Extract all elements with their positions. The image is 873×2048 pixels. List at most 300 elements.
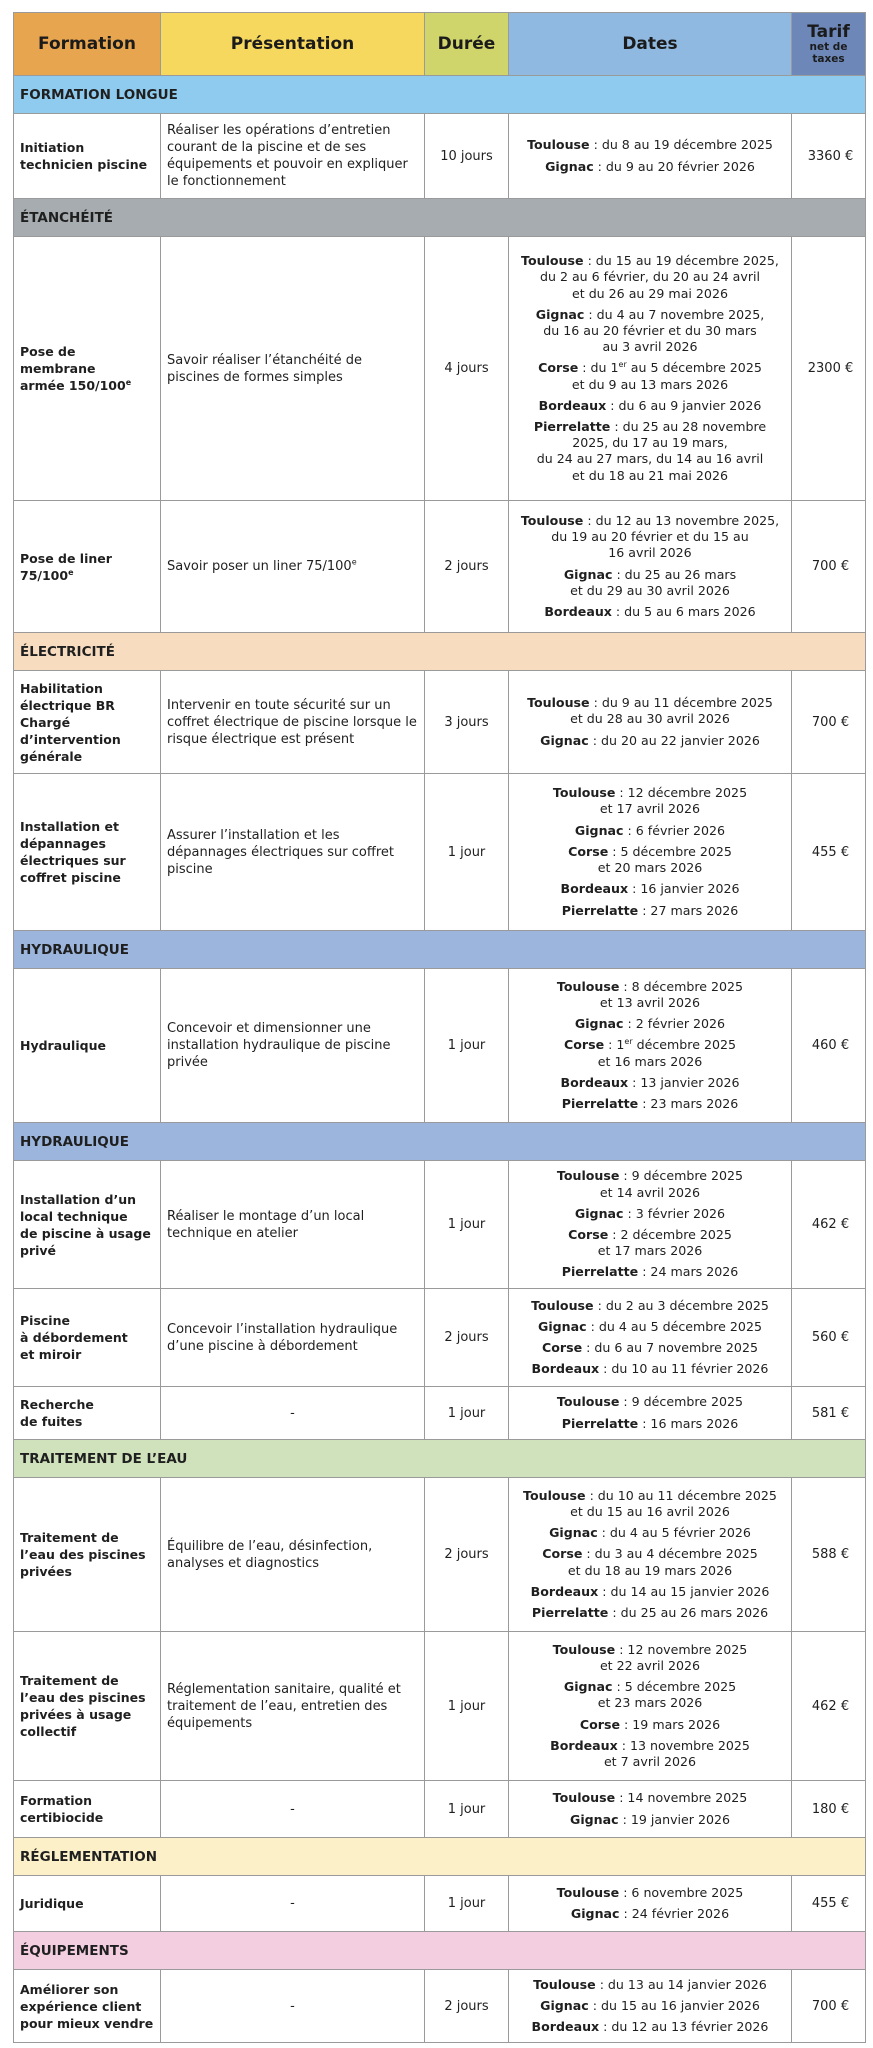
tarif-value: 560 €: [811, 1330, 850, 1345]
date-entry: [575, 823, 725, 839]
date-line: [538, 1319, 762, 1335]
formation-cell: [14, 1387, 161, 1439]
tarif-value: 462 €: [811, 1698, 850, 1714]
tarif-value: 180 €: [811, 1801, 850, 1817]
duree-cell: [425, 1876, 509, 1931]
presentation-text: Concevoir l’installation hydraulique d’une piscine à débordement: [167, 1321, 398, 1354]
date-line: [580, 1717, 720, 1733]
date-city: Toulouse: [533, 1976, 596, 1992]
duree-value: 1 jour: [447, 1217, 486, 1232]
formation-cell: [14, 1478, 161, 1631]
date-city: Gignac: [574, 822, 624, 838]
formation-name: [20, 1895, 84, 1912]
date-text: : 13 janvier 2026: [628, 1074, 740, 1090]
date-text: et du 15 au 16 avril 2026: [570, 1503, 730, 1519]
presentation-text: Équilibre de l’eau, désinfection, analyses et diagnostics: [167, 1538, 373, 1571]
duree-value: 4 jours: [444, 361, 489, 376]
date-text: : du 12 au 13 novembre 2025,: [583, 512, 780, 528]
date-entry: [538, 1319, 762, 1335]
duree-cell: [425, 1781, 509, 1837]
formation-line: Traitement de: [20, 1530, 119, 1545]
section-title: HYDRAULIQUE: [20, 1133, 129, 1150]
formation-line: Pose de membrane: [20, 344, 96, 376]
date-line: [534, 435, 766, 451]
date-text: : du 8 au 19 décembre 2025: [589, 137, 773, 153]
date-text: du 2 au 6 février, du 20 au 24 avril: [539, 269, 761, 285]
date-city: Bordeaux: [560, 881, 629, 897]
tarif-value: 455 €: [811, 1896, 850, 1911]
date-text: : 6 novembre 2025: [619, 1884, 744, 1900]
date-city: Gignac: [570, 1906, 620, 1921]
duree-cell: [425, 671, 509, 773]
date-entry: [557, 1885, 744, 1901]
section-title: ÉLECTRICITÉ: [20, 643, 115, 660]
duree-cell: [425, 1632, 509, 1780]
section-header: [13, 1123, 866, 1161]
date-text: : du 4 au 7 novembre 2025,: [584, 306, 765, 322]
date-text: au 3 avril 2026: [602, 339, 698, 355]
formation-name: [20, 550, 112, 584]
date-entry: [533, 1977, 767, 1993]
date-line: [550, 1754, 750, 1770]
date-entry: [557, 1168, 743, 1200]
date-text: et du 18 au 19 mars 2026: [567, 1562, 733, 1578]
formation-line: Initiation: [20, 140, 85, 155]
date-text: : 1er décembre 2025: [604, 1037, 737, 1053]
date-text: 16 avril 2026: [608, 545, 692, 561]
date-text: : 8 décembre 2025: [619, 978, 744, 994]
table-row: [13, 1387, 866, 1440]
date-city: Corse: [542, 1340, 583, 1355]
date-city: Gignac: [535, 306, 585, 322]
formation-line: et miroir: [20, 1347, 82, 1362]
date-line: [538, 377, 762, 393]
presentation-cell: [161, 114, 425, 198]
duree-value: 1 jour: [447, 1896, 486, 1911]
date-city: Corse: [563, 1037, 605, 1053]
formation-line: Installation d’un: [20, 1191, 136, 1207]
date-city: Pierrelatte: [561, 1096, 639, 1111]
date-city: Toulouse: [556, 1884, 620, 1900]
table-row: [13, 237, 866, 501]
section-header: [13, 1440, 866, 1478]
tarif-value: 3360 €: [807, 148, 854, 164]
date-text: : 12 novembre 2025: [615, 1641, 748, 1657]
section-header: [13, 1932, 866, 1970]
dates-cell: [509, 237, 792, 500]
dates-cell: [509, 774, 792, 930]
date-line: [523, 1488, 777, 1504]
formation-line: local technique: [20, 1208, 128, 1224]
date-entry: [532, 1605, 768, 1621]
date-line: [562, 1264, 739, 1280]
date-entry: [532, 2019, 769, 2035]
date-city: Bordeaux: [531, 2019, 600, 2035]
dates-cell: [509, 501, 792, 632]
date-text: : du 6 au 7 novembre 2025: [582, 1340, 758, 1355]
formation-line: coffret piscine: [20, 870, 121, 885]
date-line: [542, 1546, 758, 1562]
formation-line: à débordement: [20, 1330, 128, 1345]
duree-cell: [425, 774, 509, 930]
date-text: : 3 février 2026: [623, 1205, 726, 1221]
section-title: ÉQUIPEMENTS: [20, 1942, 129, 1959]
date-entry: [564, 1679, 736, 1711]
table-row: [13, 671, 866, 774]
dates-cell: [509, 1876, 792, 1931]
duree-value: 1 jour: [447, 1405, 486, 1421]
date-line: [575, 823, 725, 839]
date-city: Bordeaux: [560, 1074, 629, 1090]
date-city: Pierrelatte: [561, 902, 639, 918]
formation-table: [13, 12, 866, 2043]
date-entry: [531, 1584, 770, 1600]
date-line: [521, 253, 779, 269]
date-line: [557, 1185, 743, 1201]
presentation-text: Réglementation sanitaire, qualité et traitement de l’eau, entretien des équipements: [167, 1681, 401, 1731]
dates-cell: [509, 1781, 792, 1837]
formation-cell: [14, 671, 161, 773]
date-line: [564, 1695, 736, 1711]
date-entry: [562, 1416, 739, 1432]
tarif-cell: [792, 1478, 865, 1631]
tarif-cell: [792, 1781, 865, 1837]
date-line: [564, 567, 736, 583]
date-city: Gignac: [574, 1205, 624, 1221]
date-text: et 7 avril 2026: [603, 1754, 697, 1769]
date-city: Bordeaux: [530, 1583, 599, 1599]
formation-cell: [14, 1970, 161, 2042]
presentation-cell: [161, 969, 425, 1122]
date-text: : 19 janvier 2026: [618, 1811, 731, 1827]
section-title: HYDRAULIQUE: [20, 941, 129, 958]
presentation-text: Réaliser le montage d’un local technique en atelier: [167, 1208, 365, 1241]
date-entry: [571, 1906, 729, 1922]
table-row: [13, 114, 866, 199]
date-text: : du 9 au 20 février 2026: [593, 158, 755, 174]
date-line: [521, 269, 779, 285]
date-city: Gignac: [545, 158, 594, 174]
date-text: et 17 mars 2026: [597, 1243, 703, 1259]
date-entry: [562, 1264, 739, 1280]
tarif-value: 581 €: [811, 1405, 850, 1421]
section-title: RÉGLEMENTATION: [20, 1848, 158, 1865]
tarif-cell: [792, 1970, 865, 2042]
formation-line: collectif: [20, 1724, 77, 1739]
duree-value: 2 jours: [444, 1998, 489, 2014]
header-presentation: Présentation: [161, 13, 425, 75]
presentation-cell: [161, 671, 425, 773]
dates-cell: [509, 1387, 792, 1439]
date-line: [521, 513, 779, 529]
formation-line: privées à usage: [20, 1707, 132, 1722]
date-city: Corse: [568, 1227, 609, 1242]
date-text: : 9 décembre 2025: [619, 1394, 744, 1410]
date-text: et 16 mars 2026: [597, 1053, 703, 1069]
section-header: [13, 199, 866, 237]
duree-value: 10 jours: [440, 148, 493, 164]
formation-name: [20, 1396, 94, 1430]
dates-cell: [509, 969, 792, 1122]
formation-line: électrique BR: [20, 697, 115, 713]
table-row: [13, 1289, 866, 1387]
date-entry: [521, 513, 779, 562]
date-entry: [560, 1075, 739, 1091]
tarif-value: 700 €: [811, 1998, 850, 2014]
header-tarif-sub2: taxes: [812, 53, 845, 65]
date-city: Toulouse: [531, 1297, 594, 1313]
date-city: Bordeaux: [544, 603, 612, 619]
date-text: : du 1er au 5 décembre 2025: [578, 360, 762, 376]
duree-value: 1 jour: [447, 1038, 486, 1053]
presentation-cell: [161, 1632, 425, 1780]
formation-line: Traitement de: [20, 1673, 119, 1688]
date-entry: [542, 1340, 758, 1356]
date-entry: [580, 1717, 720, 1733]
formation-name: [20, 1037, 106, 1054]
date-city: Toulouse: [527, 695, 590, 711]
duree-value: 2 jours: [444, 559, 489, 574]
date-city: Pierrelatte: [531, 1605, 609, 1620]
date-text: : du 13 au 14 janvier 2026: [595, 1976, 767, 1992]
date-entry: [540, 733, 760, 749]
formation-line: Recherche: [20, 1397, 94, 1412]
date-entry: [575, 1016, 725, 1032]
date-line: [557, 1168, 743, 1184]
presentation-text: Réaliser les opérations d’entretien courant de la piscine et de ses équipements et pouvoir en expliquer le fonctionnement: [167, 123, 408, 189]
date-line: [564, 1054, 736, 1070]
header-tarif-sub1: net de: [809, 41, 848, 53]
date-city: Toulouse: [521, 253, 584, 269]
date-text: : 14 novembre 2025: [615, 1790, 748, 1806]
date-text: : 24 février 2026: [619, 1906, 730, 1921]
duree-cell: [425, 237, 509, 500]
date-entry: [536, 307, 764, 356]
duree-cell: [425, 114, 509, 198]
dates-cell: [509, 1161, 792, 1288]
formation-cell: [14, 114, 161, 198]
date-text: : 16 mars 2026: [638, 1415, 739, 1431]
presentation-cell: [161, 1289, 425, 1386]
date-line: [531, 1584, 770, 1600]
date-text: : 27 mars 2026: [638, 902, 739, 918]
date-text: : du 2 au 3 décembre 2025: [593, 1297, 769, 1313]
tarif-cell: [792, 1161, 865, 1288]
formation-line: l’eau des piscines: [20, 1547, 146, 1562]
presentation-cell: [161, 501, 425, 632]
date-entry: [564, 567, 736, 599]
date-city: Corse: [568, 843, 609, 859]
date-line: [553, 1642, 748, 1658]
formation-cell: [14, 1781, 161, 1837]
date-city: Corse: [538, 360, 579, 376]
date-text: : du 15 au 19 décembre 2025,: [583, 253, 779, 269]
date-line: [550, 1738, 750, 1754]
date-city: Toulouse: [552, 785, 616, 801]
date-text: : du 9 au 11 décembre 2025: [589, 695, 773, 711]
section-title: ÉTANCHÉITÉ: [20, 209, 114, 226]
formation-line: privées: [20, 1564, 72, 1579]
formation-line: Juridique: [20, 1896, 84, 1911]
date-line: [553, 1790, 748, 1806]
date-city: Gignac: [540, 1997, 589, 2013]
date-line: [521, 286, 779, 302]
date-line: [575, 1016, 725, 1032]
formation-cell: [14, 1161, 161, 1288]
date-entry: [550, 1738, 750, 1770]
formation-line: Pose de liner: [20, 550, 112, 566]
date-text: : du 4 au 5 février 2026: [597, 1525, 751, 1541]
table-row: [13, 1970, 866, 2043]
table-row: [13, 501, 866, 633]
date-line: [557, 979, 743, 995]
date-line: [553, 801, 747, 817]
table-body: [13, 76, 866, 2043]
section-title: TRAITEMENT DE L’EAU: [20, 1450, 188, 1467]
dates-cell: [509, 1970, 792, 2042]
dates-cell: [509, 671, 792, 773]
date-line: [542, 1340, 758, 1356]
date-line: [539, 398, 762, 414]
date-text: : 12 décembre 2025: [615, 785, 748, 801]
date-text: : du 20 au 22 janvier 2026: [588, 732, 760, 748]
date-line: [540, 733, 760, 749]
duree-value: 1 jour: [447, 1698, 486, 1714]
date-city: Toulouse: [552, 1790, 616, 1806]
tarif-value: 700 €: [811, 714, 850, 730]
presentation-cell: [161, 774, 425, 930]
presentation-cell: [161, 237, 425, 500]
table-row: [13, 1478, 866, 1632]
date-city: Bordeaux: [550, 1737, 618, 1753]
date-city: Gignac: [569, 1811, 619, 1827]
date-line: [531, 1298, 769, 1314]
date-city: Gignac: [540, 732, 589, 748]
dates-cell: [509, 114, 792, 198]
date-line: [568, 844, 732, 860]
date-entry: [538, 360, 762, 392]
date-text: : du 25 au 28 novembre: [610, 419, 767, 434]
dates-cell: [509, 1632, 792, 1780]
date-line: [527, 711, 773, 727]
formation-line: pour mieux vendre: [20, 2015, 154, 2031]
date-line: [560, 1075, 739, 1091]
formation-line: armée 150/100e: [20, 377, 132, 393]
formation-line: l’eau des piscines: [20, 1690, 146, 1705]
tarif-cell: [792, 1632, 865, 1780]
formation-cell: [14, 501, 161, 632]
date-entry: [549, 1525, 751, 1541]
date-line: [564, 1679, 736, 1695]
date-city: Toulouse: [556, 1168, 620, 1184]
date-entry: [553, 1642, 748, 1674]
formation-name: [20, 1529, 146, 1580]
tarif-cell: [792, 969, 865, 1122]
date-line: [553, 785, 747, 801]
presentation-text: -: [290, 1405, 295, 1421]
table-row: [13, 969, 866, 1123]
duree-cell: [425, 1161, 509, 1288]
date-text: : 5 décembre 2025: [608, 843, 732, 859]
date-text: du 19 au 20 février et du 15 au: [551, 529, 749, 545]
date-city: Toulouse: [556, 1394, 620, 1410]
date-city: Pierrelatte: [561, 1264, 639, 1280]
date-entry: [531, 1298, 769, 1314]
formation-line: technicien piscine: [20, 157, 148, 172]
date-line: [553, 1658, 748, 1674]
date-line: [534, 419, 766, 435]
date-entry: [553, 785, 747, 817]
date-line: [532, 2019, 769, 2035]
presentation-cell: [161, 1478, 425, 1631]
date-text: : 23 mars 2026: [638, 1096, 739, 1111]
date-entry: [545, 159, 755, 175]
formation-line: dépannages: [20, 836, 106, 851]
formation-cell: [14, 1289, 161, 1386]
formation-name: [20, 1312, 128, 1363]
section-header: [13, 1838, 866, 1876]
date-text: : du 4 au 5 décembre 2025: [586, 1318, 762, 1334]
tarif-cell: [792, 501, 865, 632]
date-city: Toulouse: [527, 137, 590, 153]
duree-cell: [425, 1387, 509, 1439]
tarif-cell: [792, 774, 865, 930]
date-line: [540, 1998, 760, 2014]
tarif-cell: [792, 114, 865, 198]
table-row: [13, 774, 866, 931]
date-line: [557, 995, 743, 1011]
presentation-cell: [161, 1161, 425, 1288]
date-line: [557, 1394, 743, 1410]
formation-line: générale: [20, 748, 83, 764]
formation-line: 75/100e: [20, 567, 74, 583]
formation-line: expérience client: [20, 1998, 142, 2014]
date-line: [568, 860, 732, 876]
date-city: Gignac: [574, 1016, 624, 1032]
date-text: et 22 avril 2026: [599, 1657, 701, 1673]
tarif-value: 455 €: [811, 844, 850, 860]
date-line: [568, 1227, 732, 1243]
table-row: [13, 1632, 866, 1781]
formation-line: Améliorer son: [20, 1981, 119, 1997]
table-row: [13, 1161, 866, 1289]
date-line: [545, 159, 755, 175]
date-line: [523, 1504, 777, 1520]
date-line: [534, 451, 766, 467]
date-text: et du 9 au 13 mars 2026: [571, 376, 729, 392]
date-entry: [570, 1812, 730, 1828]
dates-cell: [509, 1289, 792, 1386]
date-text: : 6 février 2026: [623, 822, 726, 838]
duree-value: 2 jours: [444, 1547, 489, 1562]
formation-line: de fuites: [20, 1414, 83, 1429]
date-entry: [568, 1227, 732, 1259]
header-duree: Durée: [425, 13, 509, 75]
duree-value: 1 jour: [447, 844, 486, 860]
formation-line: d’intervention: [20, 731, 121, 747]
date-text: du 24 au 27 mars, du 14 au 16 avril: [536, 451, 764, 467]
date-city: Pierrelatte: [561, 1415, 639, 1431]
date-city: Gignac: [563, 1679, 613, 1695]
date-line: [521, 545, 779, 561]
section-header: [13, 76, 866, 114]
date-line: [532, 1361, 769, 1377]
date-line: [533, 1977, 767, 1993]
date-text: : du 10 au 11 décembre 2025: [585, 1487, 777, 1503]
tarif-value: 460 €: [811, 1038, 850, 1053]
date-text: : du 12 au 13 février 2026: [599, 2019, 769, 2035]
duree-cell: [425, 969, 509, 1122]
